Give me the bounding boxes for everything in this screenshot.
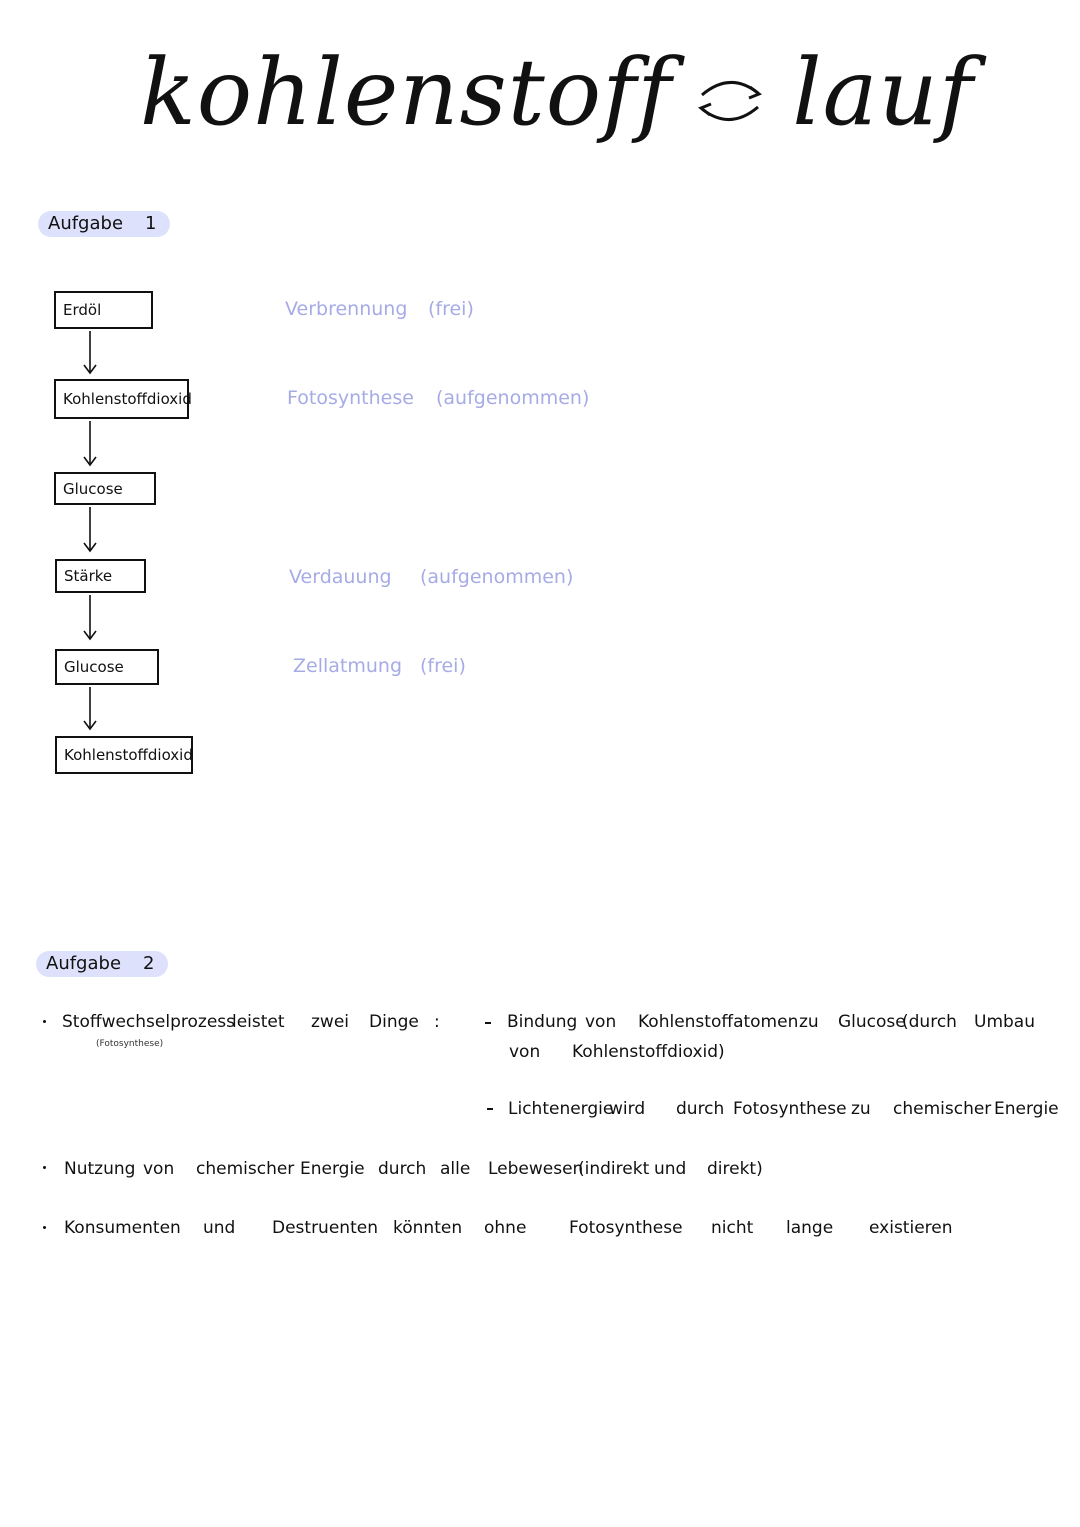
- process-label-4: Zellatmung: [293, 655, 403, 677]
- aufgabe-2-number: 2: [143, 953, 155, 974]
- s1-w4: Glucose: [838, 1012, 906, 1032]
- flow-arrow-4: [83, 595, 97, 641]
- l3-w7: lange: [786, 1218, 834, 1238]
- l1-w1: Stoffwechselprozess: [62, 1012, 235, 1032]
- aufgabe-1-number: 1: [145, 213, 157, 234]
- s1-w6: Umbau: [974, 1012, 1035, 1032]
- s2-w4: zu: [851, 1099, 871, 1119]
- aufgabe-1-label: [38, 211, 170, 237]
- flow-box-4: Stärke: [55, 559, 146, 593]
- process-label-1: Verbrennung: [285, 298, 408, 320]
- l2-w2: chemischer: [196, 1159, 295, 1179]
- s1-c1: Kohlenstoffdioxid): [572, 1042, 725, 1062]
- flow-arrow-3: [83, 507, 97, 553]
- s1-w0: Bindung: [507, 1012, 578, 1032]
- flow-box-1: Erdöl: [54, 291, 153, 329]
- process-note-2: (aufgenommen): [436, 387, 590, 409]
- l2-w1: von: [143, 1159, 175, 1179]
- process-note-1: (frei): [428, 298, 474, 320]
- s2-w2: durch: [676, 1099, 725, 1119]
- flow-arrow-1: [83, 331, 97, 375]
- l3-w3: könnten: [393, 1218, 463, 1238]
- s1-w1: von: [585, 1012, 617, 1032]
- s2-w3: Fotosynthese: [733, 1099, 847, 1119]
- l1-colon: :: [434, 1012, 440, 1032]
- l1-w4: Dinge: [369, 1012, 419, 1032]
- l3-w4: ohne: [484, 1218, 527, 1238]
- process-label-3: Verdauung: [289, 566, 392, 588]
- s1-c0: von: [509, 1042, 541, 1062]
- dash-1: [485, 1022, 491, 1024]
- l3-w2: Destruenten: [272, 1218, 378, 1238]
- process-label-2: Fotosynthese: [287, 387, 414, 409]
- l2-w5: alle: [440, 1159, 471, 1179]
- title-part-2: lauf: [792, 39, 974, 146]
- title-part-1: kohlenstoff: [140, 39, 673, 146]
- flow-box-6: Kohlenstoffdioxid: [55, 736, 193, 774]
- page-title: [140, 18, 974, 168]
- bullet-3: [43, 1226, 46, 1229]
- l1-sub: (Fotosynthese): [96, 1039, 164, 1049]
- l3-w0: Konsumenten: [64, 1218, 181, 1238]
- aufgabe-1-word: Aufgabe: [48, 213, 124, 234]
- process-note-3: (aufgenommen): [420, 566, 574, 588]
- l3-w1: und: [203, 1218, 236, 1238]
- bullet-1: [43, 1020, 46, 1023]
- s2-w0: Lichtenergie: [508, 1099, 614, 1119]
- l2-w3: Energie: [300, 1159, 365, 1179]
- flow-box-2: Kohlenstoffdioxid: [54, 379, 189, 419]
- bullet-2: [43, 1166, 46, 1169]
- l2-w7: (indirekt: [578, 1159, 650, 1179]
- cycle-arrows-icon: [690, 65, 770, 135]
- l3-w6: nicht: [711, 1218, 754, 1238]
- l2-w0: Nutzung: [64, 1159, 136, 1179]
- s2-w5: chemischer: [893, 1099, 992, 1119]
- l3-w5: Fotosynthese: [569, 1218, 683, 1238]
- l1-w3: zwei: [311, 1012, 350, 1032]
- l2-w4: durch: [378, 1159, 427, 1179]
- process-note-4: (frei): [420, 655, 466, 677]
- l2-w9: direkt): [707, 1159, 763, 1179]
- s1-w3: zu: [799, 1012, 819, 1032]
- flow-arrow-2: [83, 421, 97, 467]
- flow-box-3: Glucose: [54, 472, 156, 505]
- aufgabe-2-label: [36, 951, 168, 977]
- s2-w6: Energie: [994, 1099, 1059, 1119]
- s1-w2: Kohlenstoffatomen: [638, 1012, 799, 1032]
- l1-w2: leistet: [232, 1012, 285, 1032]
- l2-w6: Lebewesen: [488, 1159, 584, 1179]
- dash-2: [487, 1108, 493, 1110]
- l2-w8: und: [654, 1159, 687, 1179]
- aufgabe-2-word: Aufgabe: [46, 953, 122, 974]
- l3-w8: existieren: [869, 1218, 953, 1238]
- s2-w1: wird: [609, 1099, 646, 1119]
- s1-w5: (durch: [902, 1012, 957, 1032]
- flow-box-5: Glucose: [55, 649, 159, 685]
- flow-arrow-5: [83, 687, 97, 731]
